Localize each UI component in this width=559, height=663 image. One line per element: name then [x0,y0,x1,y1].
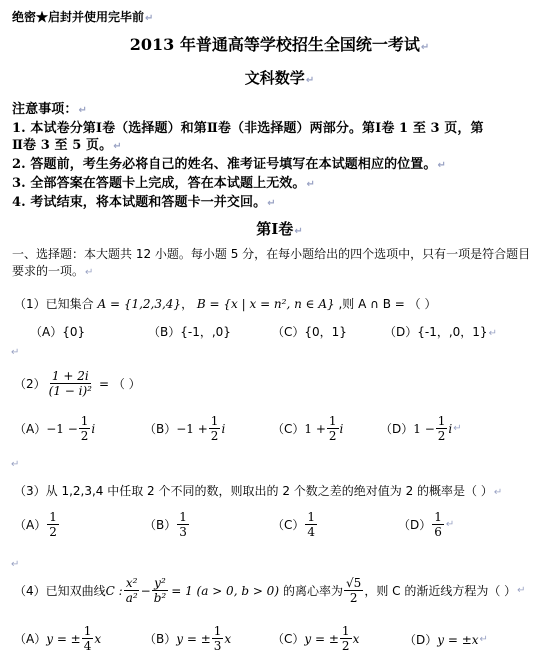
question-3-option-d: （D） $\frac{1}{6}$ ↵ [398,510,455,539]
section-title: 第Ⅰ卷↵ [256,220,303,238]
question-4-option-c: （C） y = ± $\frac{1}{2}$ x [272,624,360,653]
question-3-option-a: （A） $\frac{1}{2}$ [14,510,57,539]
question-2-option-b: （B） −1 + $\frac{1}{2}$ i [144,414,226,443]
notice-item-2: 2. 答题前，考生务必将自己的姓名、准考证号填写在本试题相应的位置。↵ [12,157,446,172]
question-2-option-d: （D） 1 − $\frac{1}{2}$ i ↵ [380,414,462,443]
question-1-option-b: （B）{-1，,0} [148,325,231,339]
paragraph-mark: ↵ [11,459,20,470]
question-2-option-a: （A） −1 − $\frac{1}{2}$ i [14,414,96,443]
paragraph-mark: ↵ [11,347,20,358]
question-3-option-c: （C） $\frac{1}{4}$ [272,510,316,539]
notice-item-4: 4. 考试结束，将本试题和答题卡一并交回。↵ [12,195,276,210]
exam-title: 2013 年普通高等学校招生全国统一考试↵ [129,35,430,54]
question-1-option-a: （A）{0} [30,325,86,339]
section-intro-line-1: 一、选择题：本大题共 12 小题。每小题 5 分，在每小题给出的四个选项中，只有一项是符合题目 [12,247,531,261]
question-1-option-c: （C）{0，1} [272,325,347,339]
question-2-stem: （2） $\frac{1 + 2i}{\text{(1 − i)²}}$ = （ ） [14,369,141,398]
exam-subtitle: 文科数学↵ [244,69,315,87]
paragraph-mark: ↵ [11,559,20,570]
question-4-option-a: （A） y = ± $\frac{1}{4}$ x [14,624,102,653]
question-3-option-b: （B） $\frac{1}{3}$ [144,510,187,539]
confidential-label: 绝密★启封并使用完毕前↵ [12,10,154,24]
notice-heading: 注意事项：↵ [12,102,87,117]
question-1-stem: （1）已知集合 A = {1,2,3,4}， B = {x | x = n², n ∈ A} ,则 A ∩ B = （ ） [14,297,437,311]
notice-item-1-line-2: Ⅱ卷 3 至 5 页。↵ [12,138,122,153]
question-4-option-b: （B） y = ± $\frac{1}{3}$ x [144,624,232,653]
question-2-option-c: （C） 1 + $\frac{1}{2}$ i [272,414,344,443]
question-2-fraction: $\frac{1 + 2i}{\text{(1 − i)²}}$ [48,369,92,398]
question-4-option-d: （D） y = ±x ↵ [404,632,488,647]
question-4-stem: （4）已知双曲线 C : $\frac{\text{x²}}{\text{a²}}$ − $\frac{\text{y²}}{\text{b²}}$ = 1 (a > 0, b > 0) 的离心率为 $\frac{√5}{2}$ ，则 C 的渐近线方程为（ ） ↵ [14,576,526,605]
notice-item-1-line-1: 1. 本试卷分第Ⅰ卷（选择题）和第Ⅱ卷（非选择题）两部分。第Ⅰ卷 1 至 3 页，第 [12,121,484,136]
notice-item-3: 3. 全部答案在答题卡上完成，答在本试题上无效。↵ [12,176,315,191]
section-intro-line-2: 要求的一项。↵ [12,264,94,278]
question-3-stem: （3）从 1,2,3,4 中任取 2 个不同的数，则取出的 2 个数之差的绝对值为 2 的概率是（ ）↵ [14,484,503,498]
question-1-option-d: （D）{-1，,0，1}↵ [384,325,497,339]
